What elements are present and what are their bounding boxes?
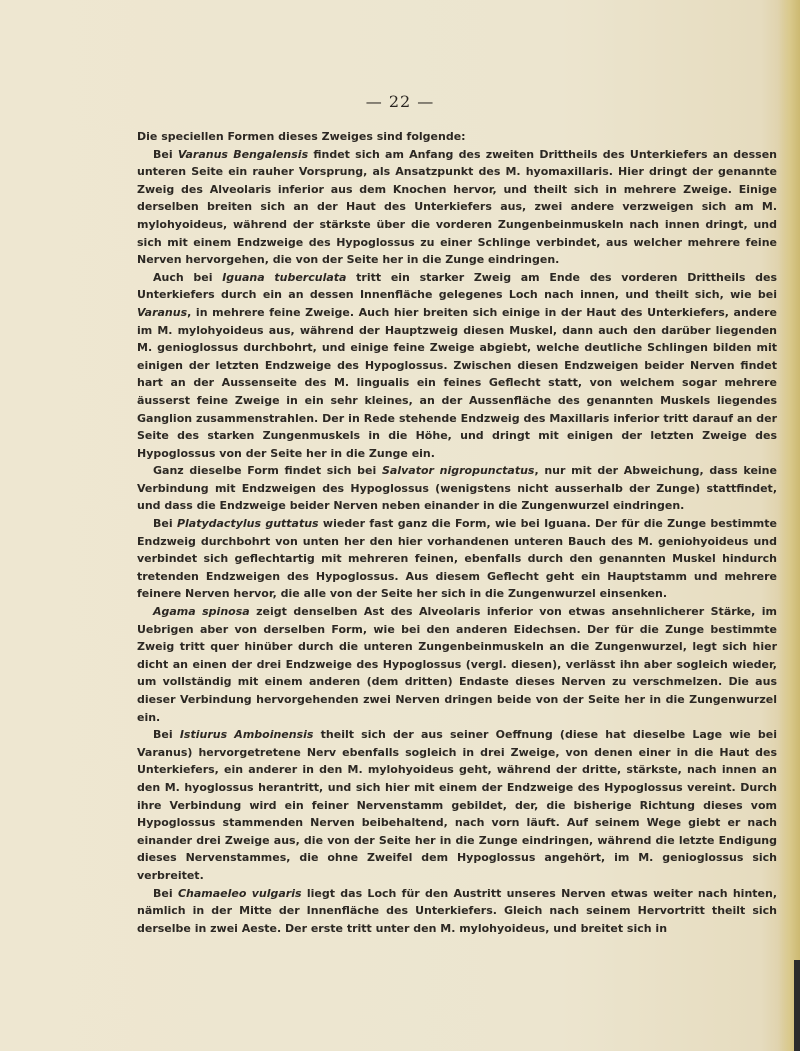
species-name: Iguana tuberculata xyxy=(222,270,347,284)
page-edge-stain xyxy=(778,0,800,1051)
species-name: Salvator nigropunctatus xyxy=(381,464,535,478)
text-run: zeigt denselben Ast des Alveolaris inferior von etwas ansehnlicherer Stärke, im Uebrigen aber von derselben Form, wie bei den anderen Eidechsen. Der für die Zunge bestimmte Zweig tritt quer hinüber durch die unteren Zungenbeinmuskeln an die Zungenwurzel, legt sich hier dicht an einen der drei Endzweige des Hypoglossus (vergl. diesen), verlässt ihn aber sogleich wieder, um vollständig mit einem anderen (dem dritten) Endaste dieses Nerven zu verschmelzen. Die aus dieser Verbindung hervorgehenden zwei Nerven dringen beide von der Seite her in die Zungenwurzel ein. xyxy=(137,605,777,724)
text-run: , in mehrere feine Zweige. Auch hier breiten sich einige in der Haut des Unterkiefers, andere im M. mylohyoideus aus, während der Hauptzweig diesen Muskel, dann auch den darüber liegenden M. genioglossus durchbohrt, und einige feine Zweige abgiebt, welche deutliche Schlingen bilden mit einigen der letzten Endzweige des Hypoglossus. Zwischen diesen Endzweigen beider Nerven findet hart an der Aussenseite des M. lingualis ein feines Geflecht statt, von welchem sogar mehrere äusserst feine Zweige in ein sehr kleines, an der Aussenfläche des genannten Muskels liegendes Ganglion zusammenstrahlen. Der in Rede stehende Endzweig des Maxillaris inferior tritt darauf an der Seite des starken Zungenmuskels in die Höhe, und dringt mit einigen der letzten Zweige des Hypoglossus von der Seite her in die Zunge ein. xyxy=(137,305,777,460)
paragraph-p7 xyxy=(137,885,777,938)
text-run: Bei xyxy=(153,728,180,742)
paragraph-p2 xyxy=(137,269,777,463)
text-run: liegt das Loch für den Austritt unseres Nerven etwas weiter nach hinten, nämlich in der Mitte der Innenfläche des Unterkiefers. Gleich nach seinem Hervortritt theilt sich derselbe in zwei Aeste. Der erste tritt unter den M. mylohyoideus, und breitet sich in xyxy=(137,886,778,935)
body-text xyxy=(137,128,777,937)
species-name: Agama spinosa xyxy=(153,605,250,619)
paragraph-p4 xyxy=(137,515,777,603)
page-number: — 22 — xyxy=(365,92,435,111)
paragraph-p6 xyxy=(137,726,777,884)
species-name: Chamaeleo vulgaris xyxy=(177,886,302,900)
text-run: Ganz dieselbe Form findet sich bei xyxy=(153,464,382,478)
page-binding-edge xyxy=(794,960,800,1051)
paragraph-p5 xyxy=(137,603,777,726)
text-run: Auch bei xyxy=(153,270,223,284)
text-run: Bei xyxy=(153,886,178,900)
text-run: wieder fast ganz die Form, wie bei Iguana. Der für die Zunge bestimmte Endzweig durchbohrt von unten her den hier vorhandenen unteren Bauch des M. geniohyoideus und verbindet sich geflechtartig mit mehreren feinen, ebenfalls durch den genannten Muskel hindurch tretenden Endzweigen des Hypoglossus. Aus diesem Geflecht geht ein Hauptstamm und mehrere feinere Nerven hervor, die alle von der Seite her sich in die Zungenwurzel einsenken. xyxy=(137,517,777,601)
text-run: theilt sich der aus seiner Oeffnung (diese hat dieselbe Lage wie bei Varanus) hervorgetretene Nerv ebenfalls sogleich in drei Zweige, von denen einer in die Haut des Unterkiefers, ein anderer in den M. mylohyoideus geht, während der dritte, stärkste, nach innen an den M. hyoglossus herantritt, und sich hier mit einem der Endzweige des Hypoglossus vereint. Durch ihre Verbindung wird ein feiner Nervenstamm gebildet, der, die bisherige Richtung dieses vom Hypoglossus stammenden Nerven beibehaltend, nach vorn läuft. Auf seinem Wege giebt er nach einander drei Zweige aus, die von der Seite her in die Zunge eindringen, während die letzte Endigung dieses Nervenstammes, die ohne Zweifel dem Hypoglossus angehört, im M. genioglossus sich verbreitet. xyxy=(137,728,777,882)
paragraph-p3 xyxy=(137,462,777,515)
species-name: Istiurus Amboinensis xyxy=(179,728,314,742)
text-run: Bei xyxy=(153,517,177,531)
species-name: Varanus Bengalensis xyxy=(177,147,309,161)
paragraph-p0 xyxy=(137,128,777,146)
text-run: tritt ein starker Zweig am Ende des vorderen Drittheils des Unterkiefers durch ein an dessen Innenfläche gelegenes Loch nach innen, und theilt sich, wie bei xyxy=(137,270,777,302)
species-name: Platydactylus guttatus xyxy=(176,517,319,531)
species-name: Varanus xyxy=(137,305,188,319)
text-run: findet sich am Anfang des zweiten Drittheils des Unterkiefers an dessen unteren Seite ein rauher Vorsprung, als Ansatzpunkt des M. hyomaxillaris. Hier dringt der genannte Zweig des Alveolaris inferior aus dem Knochen hervor, und theilt sich in mehrere Zweige. Einige derselben breiten sich an der Haut des Unterkiefers aus, zwei andere verzweigen sich am M. mylohyoideus, während der stärkste über die vorderen Zungenbeinmuskeln nach innen dringt, und sich mit einem Endzweige des Hypoglossus zu einer Schlinge verbindet, aus welcher mehrere feine Nerven hervorgehen, die von der Seite her in die Zunge eindringen. xyxy=(137,147,777,267)
text-run: , nur mit der Abweichung, dass keine Verbindung mit Endzweigen des Hypoglossus (wenigstens nicht ausserhalb der Zunge) stattfindet, und dass die Endzweige beider Nerven neben einander in die Zungenwurzel eindringen. xyxy=(137,464,777,513)
text-run: Bei xyxy=(153,147,178,161)
paragraph-p1 xyxy=(137,146,777,269)
text-run: Die speciellen Formen dieses Zweiges sind folgende: xyxy=(137,130,466,143)
